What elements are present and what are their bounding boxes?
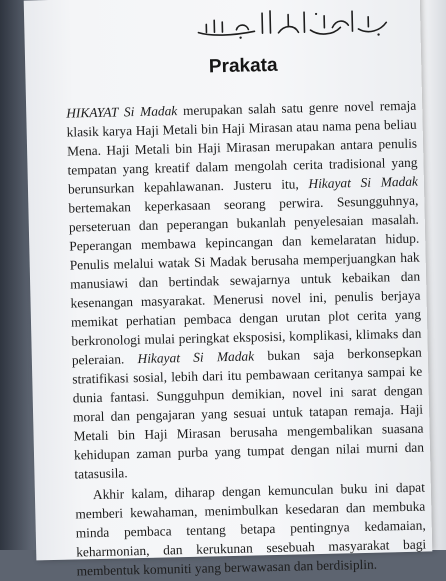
paragraph-text: merupakan salah satu genre novel remaja klasik karya Haji Metali bin Haji Mirasan atau nama pena beliau Mena. Haji Metali bin Haji Mirasan merupakan antara penulis tempatan yang kreatif dalam mengolah cerita tradisional yang berunsurkan kepahlawanan. Justeru itu,: [66, 97, 418, 197]
paragraph-text: bertemakan keperkasaan seorang perwira. Sesungguhnya, perseteruan dan peperangan bukanlah penyelesaian masalah. Peperangan membawa kepincangan dan kemelaratan hidup. Penulis melalui watak Si Madak berusaha memperjuangkan hak manusiawi dan bertindak sewajarnya untuk kebaikan dan kesenangan masyarakat. Menerusi novel ini, penulis berjaya memikat perhatian pembaca dengan urutan plot cerita yang berkronologi mulai peringkat eksposisi, komplikasi, klimaks dan peleraian.: [68, 192, 422, 368]
paragraph: [75, 478, 427, 581]
italic-title-text: HIKAYAT Si Madak: [66, 103, 178, 121]
bismillah-calligraphy: [192, 4, 393, 43]
italic-title-text: Hikayat Si Madak: [308, 173, 419, 192]
italic-title-text: Hikayat Si Madak: [137, 348, 255, 367]
paragraph: [66, 96, 425, 484]
paragraph-text: Akhir kalam, diharap dengan kemunculan buku ini dapat memberi kewahaman, menimbulkan kesedaran dan membuka minda pembaca tentang betapa pentingnya kedamaian, keharmonian, dan kerukunan sesebuah masyarakat bagi membentuk komuniti yang berwawasan dan berdisiplin.: [75, 479, 427, 579]
page-title: Prakata: [208, 54, 278, 78]
paragraph-text: bukan saja berkonsepkan stratifikasi sosial, lebih dari itu pembawaan ceritanya sampai ke dunia fantasi. Sungguhpun demikian, novel ini sarat dengan moral dan pengajaran yang sesuai untuk tatapan remaja. Haji Metali bin Haji Mirasan berusaha mengembalikan suasana kehidupan zaman purba yang tumpat dengan nilai murni dan tatasusila.: [72, 344, 425, 482]
book-page: [24, 0, 433, 579]
body-text: [66, 96, 427, 581]
